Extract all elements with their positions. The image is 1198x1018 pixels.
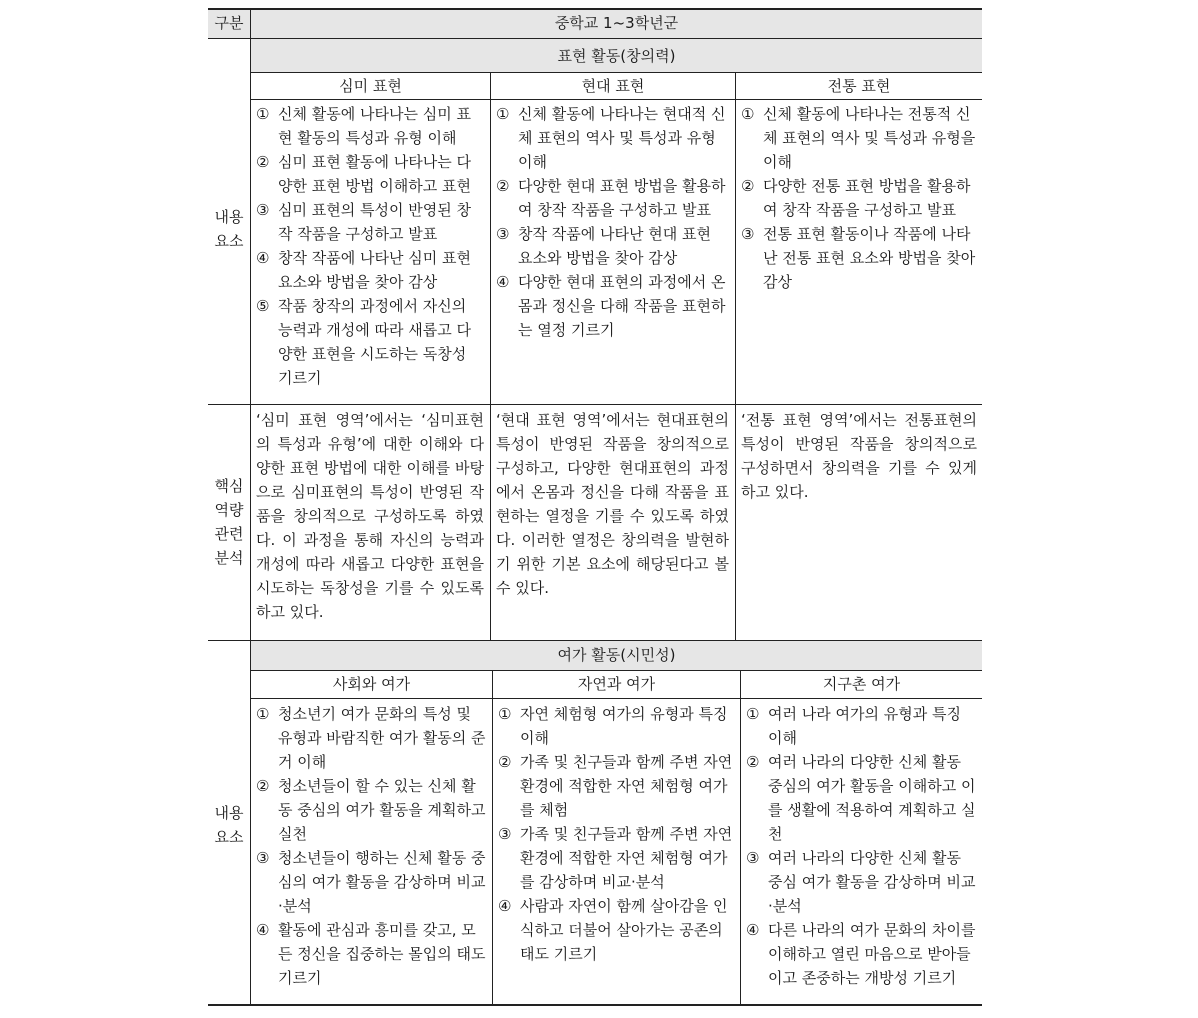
core-competency-label: 핵심 역량 관련 분석	[214, 477, 244, 567]
column-header-global-leisure: 지구촌 여가	[822, 675, 901, 693]
list-item: ④ 다양한 현대 표현의 과정에서 온몸과 정신을 다해 작품을 표현하는 열정 기르기	[496, 273, 726, 339]
column-header-modern: 현대 표현	[581, 77, 645, 95]
list-item: ① 자연 체험형 여가의 유형과 특징 이해	[498, 705, 728, 747]
list-item: ① 신체 활동에 나타나는 전통적 신체 표현의 역사 및 특성과 유형을 이해	[741, 105, 976, 171]
list-item: ④ 활동에 관심과 흥미를 갖고, 모든 정신을 집중하는 몰입의 태도 기르기	[256, 921, 486, 987]
grade-group-title: 중학교 1~3학년군	[554, 14, 679, 32]
list-item: ④ 사람과 자연이 함께 살아감을 인식하고 더불어 살아가는 공존의 태도 기르기	[498, 897, 728, 963]
list-item: ② 여러 나라의 다양한 신체 활동 중심의 여가 활동을 이해하고 이를 생활에 적용하여 계획하고 실천	[746, 753, 976, 843]
content-elements-label: 내용 요소	[214, 208, 244, 250]
list-item: ② 심미 표현 활동에 나타나는 다양한 표현 방법 이해하고 표현	[256, 153, 471, 195]
list-item: ④ 다른 나라의 여가 문화의 차이를 이해하고 열린 마음으로 받아들이고 존중하는 개방성 기르기	[746, 921, 976, 987]
modern-content-cell	[496, 102, 729, 342]
list-item: ② 가족 및 친구들과 함께 주변 자연 환경에 적합한 자연 체험형 여가를 체험	[498, 753, 733, 819]
column-header-society-leisure: 사회와 여가	[332, 675, 411, 693]
list-item: ③ 가족 및 친구들과 함께 주변 자연 환경에 적합한 자연 체험형 여가를 감상하며 비교·분석	[498, 825, 733, 891]
column-header-aesthetic: 심미 표현	[339, 77, 402, 95]
list-item: ② 다양한 전통 표현 방법을 활용하여 창작 작품을 구성하고 발표	[741, 177, 971, 219]
list-item: ③ 창작 작품에 나타난 현대 표현 요소와 방법을 찾아 감상	[496, 225, 711, 267]
leisure-section-title: 여가 활동(시민성)	[557, 646, 676, 664]
list-item: ⑤ 작품 창작의 과정에서 자신의 능력과 개성에 따라 새롭고 다양한 표현을 시도하는 독창성 기르기	[256, 297, 471, 387]
list-item: ① 청소년기 여가 문화의 특성 및 유형과 바람직한 여가 활동의 준거 이해	[256, 705, 486, 771]
aesthetic-analysis-cell: ‘심미 표현 영역’에서는 ‘심미표현의 특성과 유형’에 대한 이해와 다양한 표현 방법에 대한 이해를 바탕으로 심미표현의 특성이 반영된 작품을 창의적으로 구성하도록 하였다. 이 과정을 통해 자신의 능력과 개성에 따라 새롭고 다양한 표현을 시도하는 독창성을 기를 수 있도록 하고 있다.	[256, 411, 484, 621]
modern-analysis-cell: ‘현대 표현 영역’에서는 현대표현의 특성이 반영된 작품을 창의적으로 구성하고, 다양한 현대표현의 과정에서 온몸과 정신을 다해 작품을 표현하는 열정을 기를 수 있도록 하였다. 이러한 열정은 창의력을 발현하기 위한 기본 요소에 해당된다고 볼 수 있다.	[496, 411, 729, 597]
list-item: ① 여러 나라 여가의 유형과 특징 이해	[746, 705, 961, 747]
column-header-traditional: 전통 표현	[827, 77, 891, 95]
aesthetic-content-cell	[256, 102, 484, 390]
list-item: ② 다양한 현대 표현 방법을 활용하여 창작 작품을 구성하고 발표	[496, 177, 726, 219]
list-item: ③ 여러 나라의 다양한 신체 활동 중심 여가 활동을 감상하며 비교·분석	[746, 849, 976, 915]
traditional-content-cell	[741, 102, 977, 294]
curriculum-table	[208, 8, 982, 1006]
list-item: ③ 심미 표현의 특성이 반영된 창작 작품을 구성하고 발표	[256, 201, 471, 243]
list-item: ③ 청소년들이 행하는 신체 활동 중심의 여가 활동을 감상하며 비교·분석	[256, 849, 486, 915]
traditional-analysis-cell: ‘전통 표현 영역’에서는 전통표현의 특성이 반영된 작품을 창의적으로 구성하면서 창의력을 기를 수 있게 하고 있다.	[741, 411, 977, 501]
expression-section-title: 표현 활동(창의력)	[557, 47, 676, 65]
category-label: 구분	[214, 14, 244, 32]
nature-leisure-content-cell	[498, 702, 734, 966]
list-item: ② 청소년들이 할 수 있는 신체 활동 중심의 여가 활동을 계획하고 실천	[256, 777, 486, 843]
global-leisure-content-cell	[746, 702, 977, 990]
society-leisure-content-cell	[256, 702, 486, 990]
list-item: ④ 창작 작품에 나타난 심미 표현 요소와 방법을 찾아 감상	[256, 249, 471, 291]
column-header-nature-leisure: 자연과 여가	[577, 675, 656, 693]
list-item: ① 신체 활동에 나타나는 심미 표현 활동의 특성과 유형 이해	[256, 105, 471, 147]
list-item: ① 신체 활동에 나타나는 현대적 신체 표현의 역사 및 특성과 유형 이해	[496, 105, 726, 171]
leisure-content-elements-label: 내용 요소	[214, 804, 244, 846]
list-item: ③ 전통 표현 활동이나 작품에 나타난 전통 표현 요소와 방법을 찾아 감상	[741, 225, 976, 291]
